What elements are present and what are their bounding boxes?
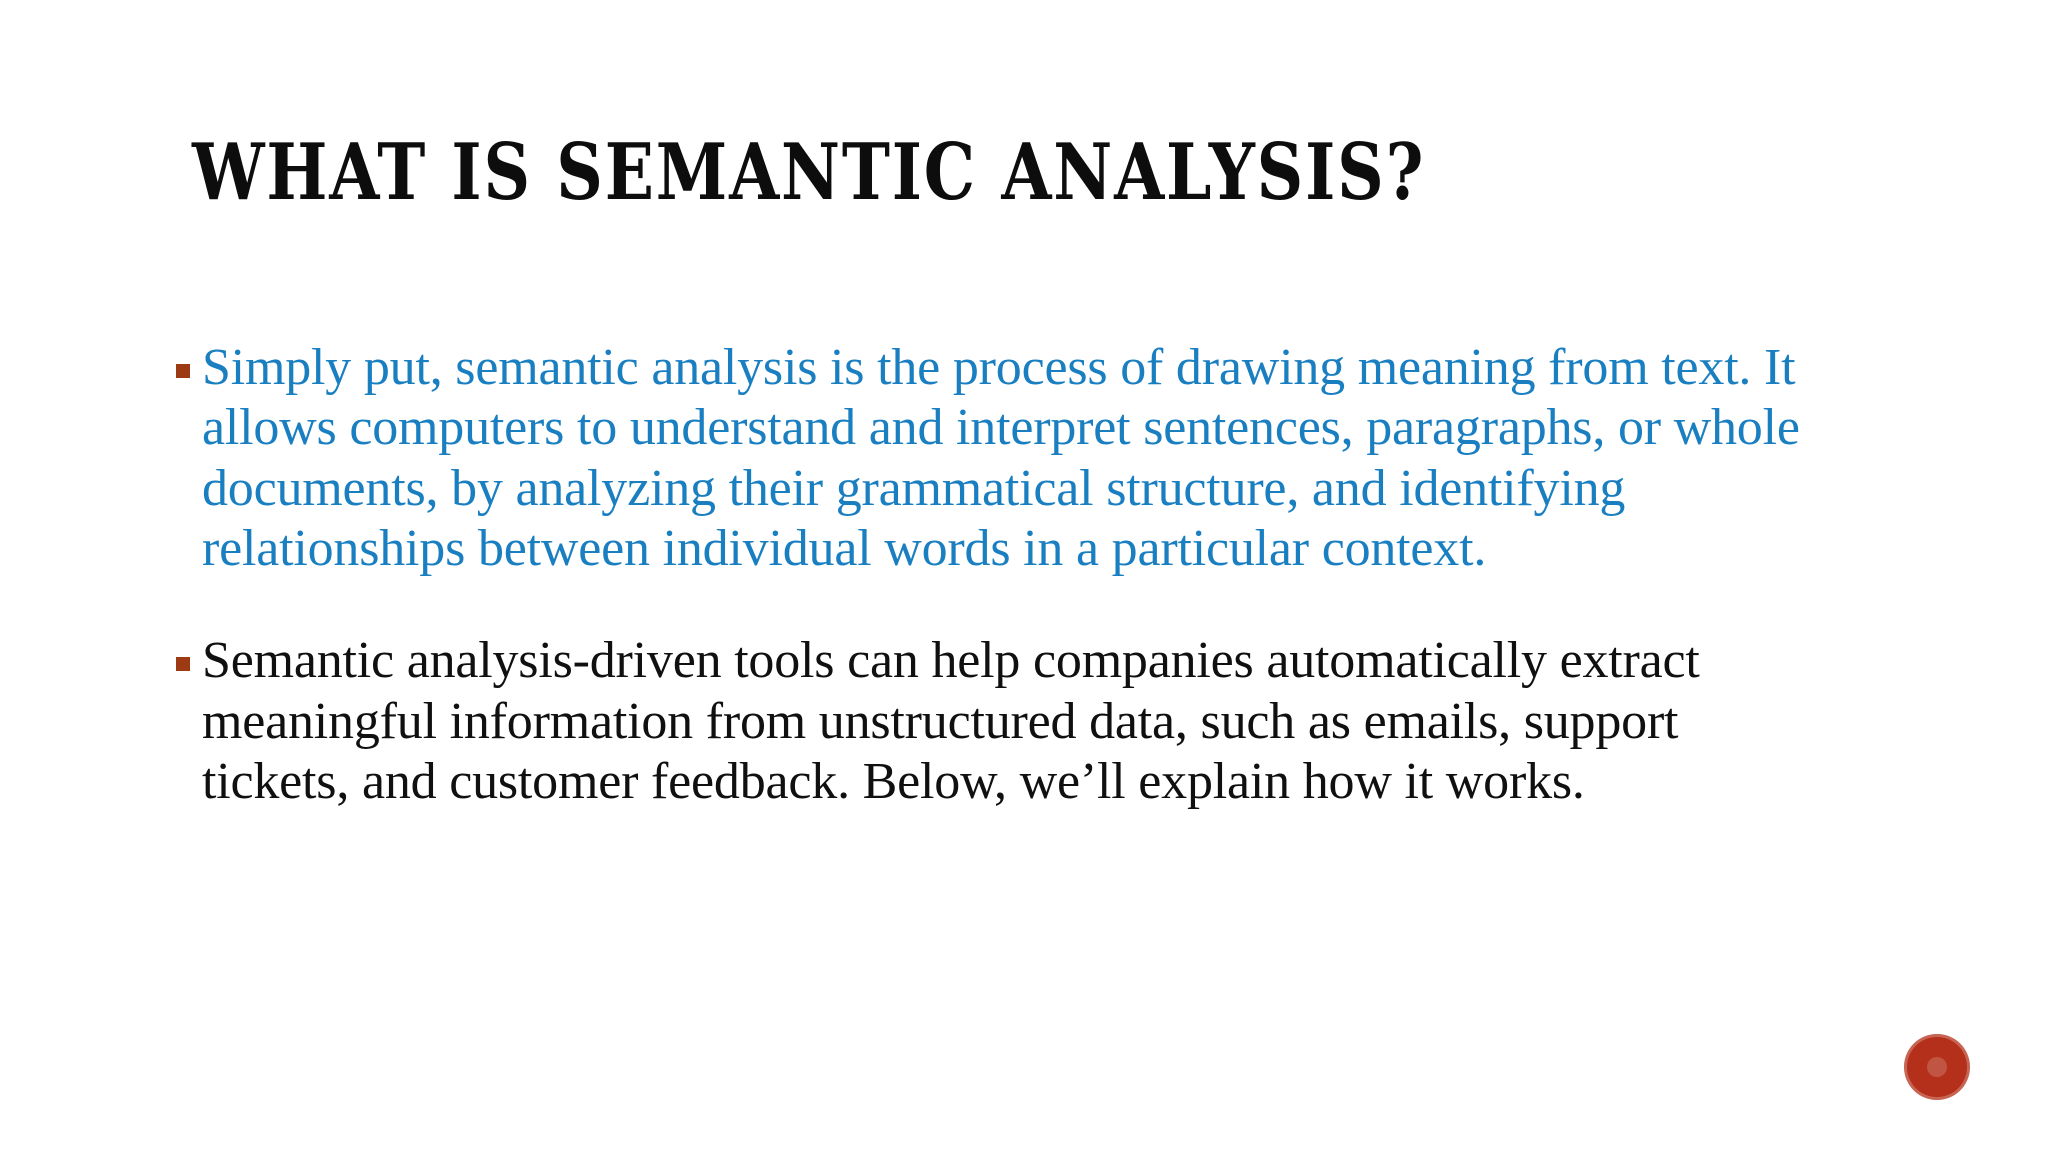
list-item xyxy=(176,338,1836,579)
bullet-text-secondary: Semantic analysis-driven tools can help companies automatically extract meaningful information from unstructured data, such as emails, support tickets, and customer feedback. Below, we’ll explain how it works. xyxy=(202,632,1700,810)
square-bullet-icon xyxy=(176,657,190,671)
list-item xyxy=(176,631,1836,812)
circle-logo-icon xyxy=(1904,1034,1970,1100)
bullet-text-primary: Simply put, semantic analysis is the process of drawing meaning from text. It allows computers to understand and interpret sentences, paragraphs, or whole documents, by analyzing their grammatical structure, and identifying relationships between individual words in a particular context. xyxy=(202,339,1800,577)
square-bullet-icon xyxy=(176,364,190,378)
page-title: WHAT IS SEMANTIC ANALYSIS? xyxy=(192,127,1426,218)
slide-body xyxy=(176,338,1836,812)
